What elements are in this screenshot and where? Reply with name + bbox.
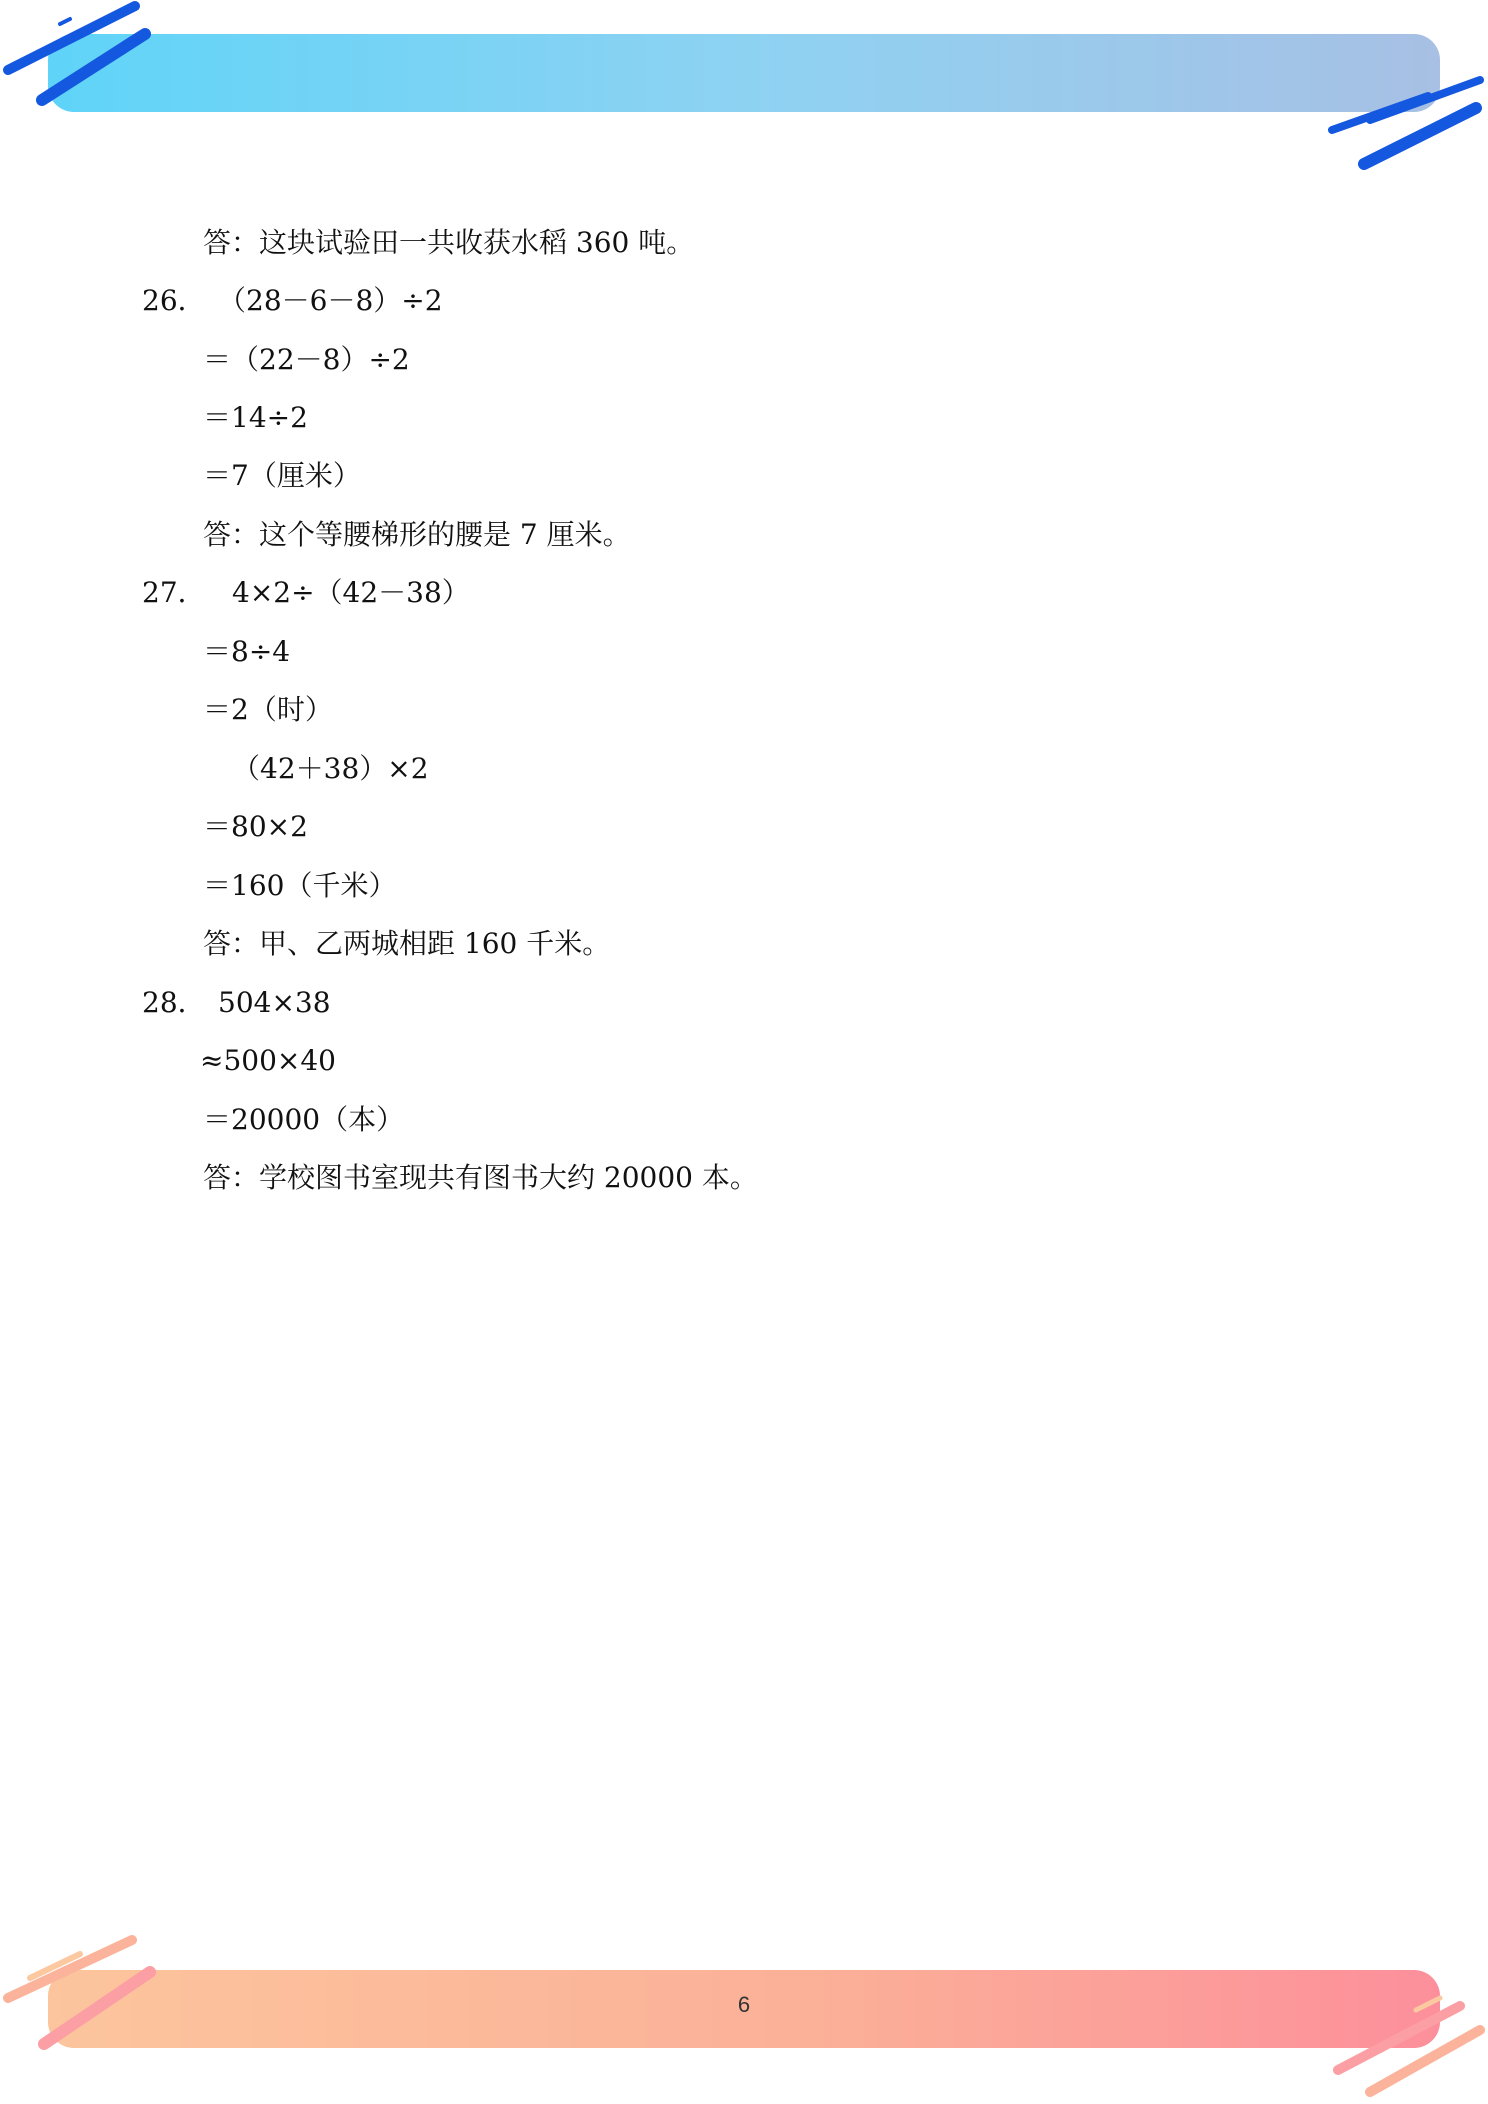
answer-line-28: 答：学校图书室现共有图书大约 20000 本。 (203, 1161, 758, 1194)
answer-line-27: 答：甲、乙两城相距 160 千米。 (203, 927, 611, 960)
calc-line: ＝20000（本） (203, 1103, 405, 1136)
header-banner (48, 34, 1440, 112)
calc-line: ＝14÷2 (203, 401, 308, 434)
calc-line: ＝2（时） (203, 693, 333, 726)
question-number-28: 28． (142, 986, 206, 1019)
calc-line: ≈500×40 (200, 1044, 336, 1077)
question-number-26: 26． (142, 284, 206, 317)
page-number: 6 (737, 1992, 751, 2017)
header-right-stripes-icon (1320, 50, 1488, 180)
calc-line: ＝7（厘米） (203, 459, 361, 492)
calc-line: 4×2÷（42－38） (232, 576, 470, 609)
answer-line-25: 答：这块试验田一共收获水稻 360 吨。 (203, 226, 695, 259)
calc-line: （42＋38）×2 (232, 752, 429, 785)
calc-line: （28－6－8）÷2 (218, 284, 443, 317)
calc-line: ＝8÷4 (203, 635, 291, 668)
footer-left-stripes-icon (0, 1920, 160, 2060)
calc-line: 504×38 (218, 986, 331, 1019)
header-left-stripes-icon (0, 0, 160, 120)
calc-line: ＝80×2 (203, 810, 308, 843)
question-number-27: 27． (142, 576, 206, 609)
answer-line-26: 答：这个等腰梯形的腰是 7 厘米。 (203, 518, 631, 551)
calc-line: ＝（22－8）÷2 (203, 343, 410, 376)
calc-line: ＝160（千米） (203, 869, 397, 902)
